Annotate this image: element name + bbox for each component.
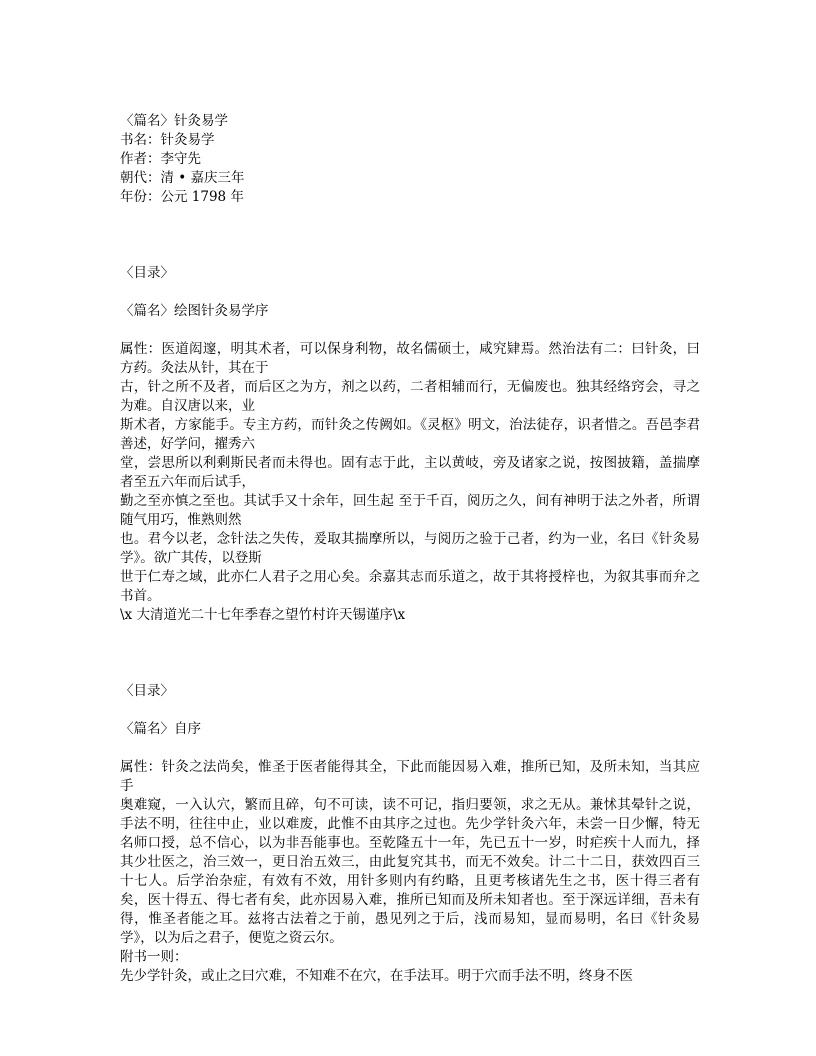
year: 年份：公元 1798 年 — [120, 189, 244, 205]
spacer — [120, 321, 700, 340]
self-preface-line: 属性：针灸之法尚矣，惟圣于医者能得其全，下此而能因易入难，推所已知，及所未知，当其应手 — [120, 759, 700, 794]
section-title: 〈篇名〉绘图针灸易学序 — [120, 303, 269, 319]
preface-line: 堂，尝思所以利剩斯民者而未得也。固有志于此，主以黄岐，旁及诸家之说，按图披籍，盖揣摩者至五六年而后试手， — [120, 455, 700, 490]
spacer — [120, 625, 700, 682]
book-name: 书名：针灸易学 — [120, 132, 215, 148]
preface-line: 斯术者，方家能手。专主方药，而针灸之传阙如。《灵枢》明文，治法徒存，识者惜之。吾邑李君善述，好学问，擢秀六 — [120, 417, 700, 452]
document-page — [120, 112, 700, 986]
spacer — [120, 283, 700, 302]
spacer — [120, 739, 700, 758]
spacer — [120, 701, 700, 720]
preface-signature: \x 大清道光二十七年季春之望竹村许天锡谨序\x — [120, 607, 406, 623]
preface-line: 勤之至亦慎之至也。其试手又十余年，回生起 至于千百，阅历之久，间有神明于法之外者，所谓随气用巧，惟熟则然 — [120, 493, 700, 528]
preface-line: 古，针之所不及者，而后区之为方，剂之以药，二者相辅而行，无偏废也。独其经络窍会，寻之为难。自汉唐以来，业 — [120, 379, 700, 414]
appendix-text: 先少学针灸，或止之曰穴难，不知难不在穴，在手法耳。明于穴而手法不明，终身不医 — [120, 968, 633, 984]
spacer — [120, 207, 700, 264]
toc-marker: 〈目录〉 — [120, 683, 174, 699]
author: 作者：李守先 — [120, 151, 201, 167]
chapter-name: 〈篇名〉针灸易学 — [120, 113, 228, 129]
preface-line: 也。君今以老，念针法之失传，爰取其揣摩所以，与阅历之验于己者，约为一业，名曰《针灸易学》。欲广其传，以登斯 — [120, 531, 700, 566]
toc-marker: 〈目录〉 — [120, 265, 174, 281]
self-preface-body: 奥难窥，一入认穴，繁而且碎，句不可读，读不可记，指归要领，求之无从。兼怵其晕针之说，手法不明，往往中止，业以难废，此惟不由其序之过也。先少学针灸六年，未尝一日少懈，特无名师口授，总不信心，以为非吾能事也。至乾隆五十一年，先已五十一岁，时疟疾十人而九，择其少壮医之，治三效一，更日治五效三，由此复究其书，而无不效矣。计二十二日，获效四百三十七人。后学治杂症，有效有不效，用针多则内有约略，且更考核诸先生之书，医十得三者有矣，医十得五、得七者有矣，此亦因易入难，推所已知而及所未知者也。至于深远详细，吾未有得，惟圣者能之耳。兹将古法着之于前，愚见列之于后，浅而易知，显而易明，名曰《针灸易学》，以为后之君子，便览之资云尔。 — [120, 797, 700, 946]
appendix-title: 附书一则： — [120, 949, 188, 965]
dynasty: 朝代：清 • 嘉庆三年 — [120, 170, 245, 186]
preface-line: 属性：医道闳邃，明其术者，可以保身利物，故名儒硕士，咸究肄焉。然治法有二：曰针灸，曰方药。灸法从针，其在于 — [120, 341, 700, 376]
preface-line: 世于仁寿之域，此亦仁人君子之用心矣。余嘉其志而乐道之，故于其将授梓也，为叙其事而弁之书首。 — [120, 569, 700, 604]
section-title: 〈篇名〉自序 — [120, 721, 201, 737]
